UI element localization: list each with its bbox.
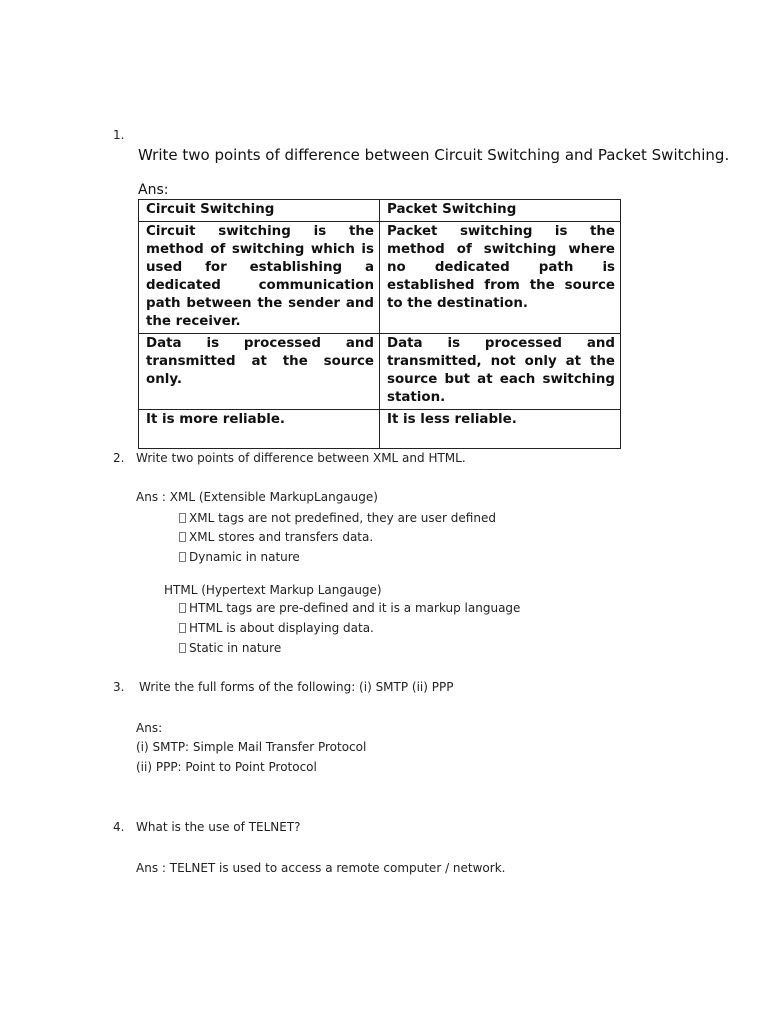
table-cell: Packet switching is the method of switching where no dedicated path is established from the source to the destination.: [380, 222, 621, 334]
table-cell: Circuit switching is the method of switching which is used for establishing a dedicated communication path between the sender and the receiver.: [139, 222, 380, 334]
answer-line: (i) SMTP: Simple Mail Transfer Protocol: [136, 740, 367, 754]
question-4-text: What is the use of TELNET?: [136, 820, 301, 834]
list-item-text: XML tags are not predefined, they are user defined: [189, 511, 496, 525]
list-item: [179, 530, 373, 544]
table-row: [139, 334, 621, 410]
question-3-text: Write the full forms of the following: (i) SMTP (ii) PPP: [139, 680, 454, 694]
table-cell: It is more reliable.: [139, 410, 380, 449]
question-2-ans-line: Ans : XML (Extensible MarkupLangauge): [136, 490, 378, 504]
list-item: [179, 601, 520, 615]
question-1-ans-label: Ans:: [138, 182, 169, 198]
list-item: [179, 641, 281, 655]
list-item-text: Static in nature: [189, 641, 282, 655]
list-item: [179, 550, 300, 564]
table-cell: Data is processed and transmitted at the source only.: [139, 334, 380, 410]
question-4-answer: Ans : TELNET is used to access a remote computer / network.: [136, 861, 506, 875]
question-1-text: Write two points of difference between Circuit Switching and Packet Switching.: [138, 146, 730, 164]
list-item-text: Dynamic in nature: [189, 550, 300, 564]
table-header-circuit: Circuit Switching: [139, 200, 380, 222]
table-header-packet: Packet Switching: [380, 200, 621, 222]
question-2-text: Write two points of difference between XML and HTML.: [136, 451, 466, 465]
table-row: [139, 410, 621, 449]
question-3-number: 3.: [113, 680, 125, 694]
question-3-ans-label: Ans:: [136, 721, 163, 735]
answer-line: (ii) PPP: Point to Point Protocol: [136, 760, 317, 774]
table-header-row: [139, 200, 621, 222]
missing-glyph-bullet-icon: [179, 513, 186, 523]
list-item: [179, 621, 374, 635]
html-heading: HTML (Hypertext Markup Langauge): [164, 583, 382, 597]
question-1-number: 1.: [113, 128, 125, 142]
table-cell: It is less reliable.: [380, 410, 621, 449]
missing-glyph-bullet-icon: [179, 603, 186, 613]
list-item-text: HTML is about displaying data.: [189, 621, 374, 635]
question-4-number: 4.: [113, 820, 125, 834]
list-item-text: HTML tags are pre-defined and it is a markup language: [189, 601, 521, 615]
missing-glyph-bullet-icon: [179, 643, 186, 653]
missing-glyph-bullet-icon: [179, 552, 186, 562]
list-item-text: XML stores and transfers data.: [189, 530, 374, 544]
table-row: [139, 222, 621, 334]
comparison-table: [138, 199, 621, 449]
table-cell: Data is processed and transmitted, not only at the source but at each switching station.: [380, 334, 621, 410]
missing-glyph-bullet-icon: [179, 623, 186, 633]
missing-glyph-bullet-icon: [179, 532, 186, 542]
list-item: [179, 511, 496, 525]
question-2-number: 2.: [113, 451, 125, 465]
